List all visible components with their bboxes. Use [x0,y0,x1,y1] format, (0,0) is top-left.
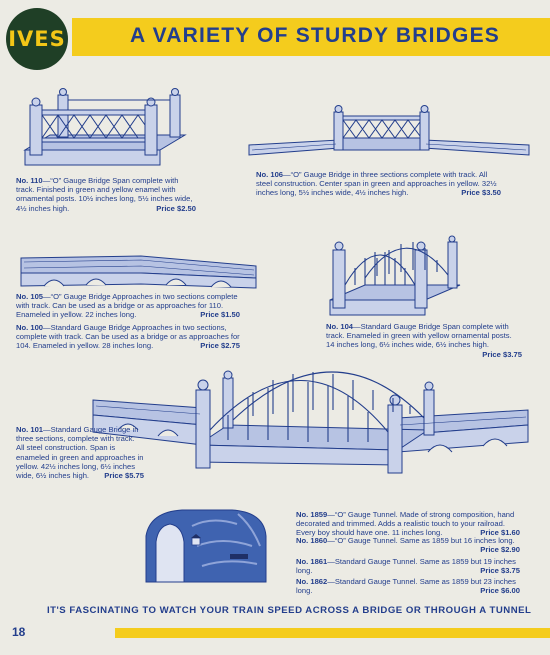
desc-1859: No. 1859—“O” Gauge Tunnel. Made of strong composition, hand decorated and trimmed. Adds a realistic touch to your railroad. Every boy should have one. 11 inches long. Price $1.60 [296,510,520,538]
page-title: A VARIETY OF STURDY BRIDGES [130,24,500,47]
bridge-105-illustration [16,228,261,293]
footer-slogan: IT'S FASCINATING TO WATCH YOUR TRAIN SPEED ACROSS A BRIDGE OR THROUGH A TUNNEL [47,605,532,616]
desc-104: No. 104—Standard Gauge Bridge Span complete with track. Enameled in green with yellow ornamental posts. 14 inches long, 6½ inches wide, 6½ inches high. Price $3.75 [326,322,522,359]
logo-text: IVES [8,27,66,51]
bridge-110-illustration [20,80,190,175]
desc-1861: No. 1861—Standard Gauge Tunnel. Same as 1859 but 19 inches long. Price $3.75 [296,557,520,576]
bridge-106-illustration [244,100,534,165]
page-number: 18 [12,625,26,639]
desc-1862: No. 1862—Standard Gauge Tunnel. Same as 1859 but 23 inches long. Price $6.00 [296,577,520,596]
desc-1860: No. 1860—“O” Gauge Tunnel. Same as 1859 but 16 inches long. Price $2.90 [296,536,520,555]
desc-106: No. 106—“O” Gauge Bridge in three sections complete with track. All steel construction. Center span in green and approaches in yellow. 32½ inches long, 5½ inches wide, 4½ inches high. Price $3.50 [256,170,501,198]
desc-101: No. 101—Standard Gauge Bridge in three sections, complete with track. All steel construction. Span is enameled in green and approaches in yellow. 42½ inches long, 6½ inches wide, 6½ inches high. Price $5.75 [16,425,144,481]
desc-110: No. 110—“O” Gauge Bridge Span complete with track. Finished in green and yellow enamel with ornamental posts. 10½ inches long, 5½ inches wide, 4½ inches high. Price $2.50 [16,176,196,213]
ives-logo [6,8,68,70]
bridge-104-illustration [325,230,470,320]
tunnel-illustration [142,506,270,584]
footer-band [115,628,550,638]
bridge-101-illustration [88,370,536,490]
desc-100: No. 100—Standard Gauge Bridge Approaches in two sections, complete with track. Can be used as a bridge or as approaches for 104. Enameled in yellow. 28 inches long. Price $2.75 [16,323,240,351]
desc-105: No. 105—“O” Gauge Bridge Approaches in two sections complete with track. Can be used as a bridge or as approaches for 110. Enameled in yellow. 22 inches long. Price $1.50 [16,292,240,320]
